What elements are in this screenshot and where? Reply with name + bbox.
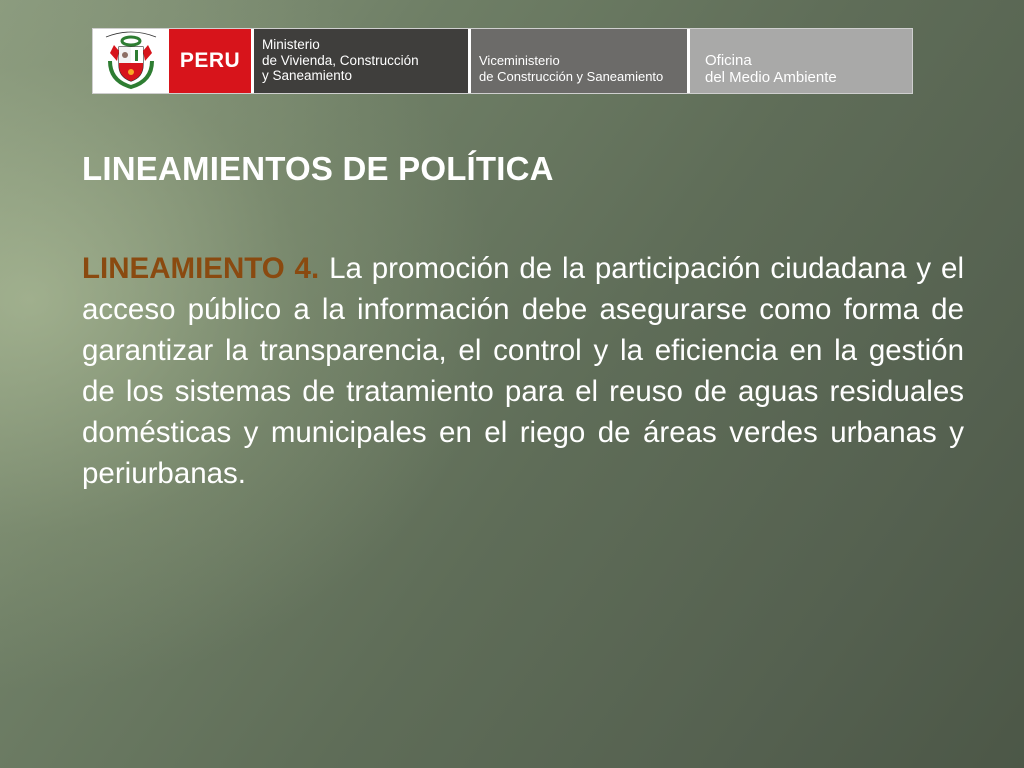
office-line-2: del Medio Ambiente: [705, 69, 837, 86]
coat-of-arms-icon: [93, 29, 169, 93]
lineamiento-label: LINEAMIENTO 4.: [82, 252, 320, 285]
ministry-logo-banner: [92, 28, 913, 94]
ministry-line-2: de Vivienda, Construcción: [262, 52, 419, 68]
lineamiento-paragraph: [82, 248, 964, 494]
vice-line-2: de Construcción y Saneamiento: [479, 68, 664, 84]
slide-title: LINEAMIENTOS DE POLÍTICA: [82, 150, 554, 187]
office-name: [690, 29, 912, 93]
ministry-name: [254, 29, 468, 93]
viceministry-name: [471, 29, 687, 93]
vice-line-1: Viceministerio: [479, 53, 560, 68]
lineamiento-text: La promoción de la participación ciudadana y el acceso público a la información debe asegurarse como forma de garantizar la transparencia, el control y la eficiencia en la gestión de los sistemas de tratamiento para el reuso de aguas residuales domésticas y municipales en el riego de áreas verdes urbanas y periurbanas.: [82, 252, 964, 490]
office-line-1: Oficina: [705, 52, 752, 69]
peru-label: PERU: [169, 29, 251, 93]
ministry-line-1: Ministerio: [262, 37, 320, 52]
ministry-line-3: y Saneamiento: [262, 68, 353, 83]
